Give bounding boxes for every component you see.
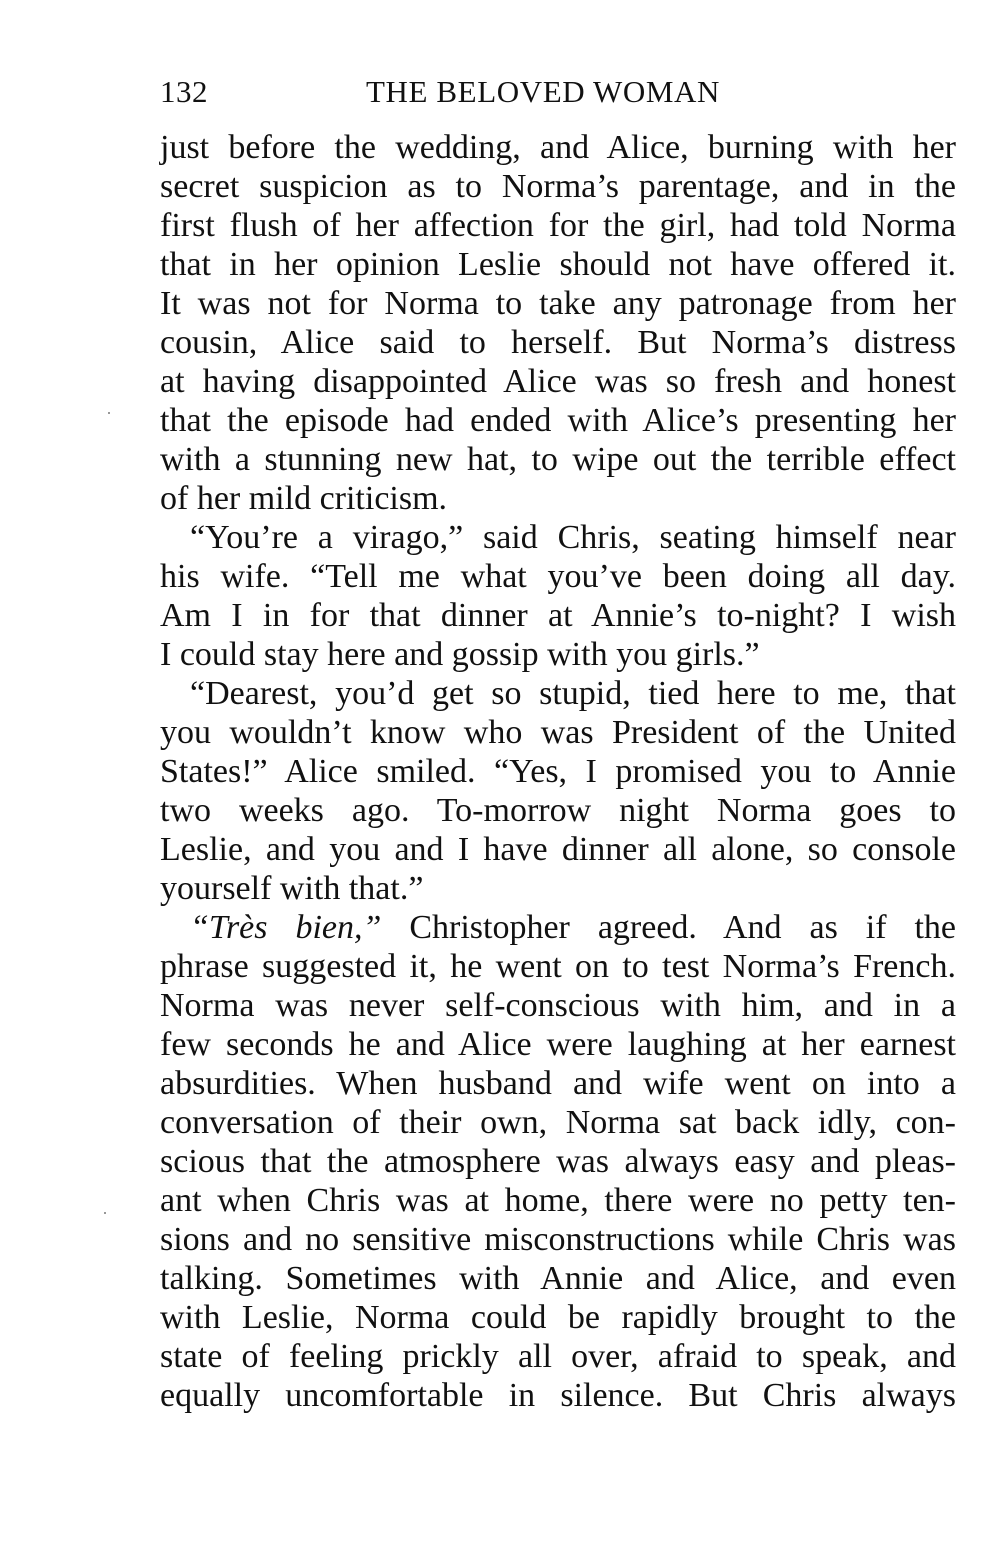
text-line: two weeks ago. To-morrow night Norma goes to	[160, 792, 956, 829]
body-text	[160, 128, 956, 1415]
text-line: I could stay here and gossip with you girls.”	[160, 636, 760, 673]
text-line: you wouldn’t know who was President of the United	[160, 714, 956, 751]
text-line	[160, 908, 956, 947]
text-line: scious that the atmosphere was always easy and pleas-	[160, 1143, 956, 1180]
text-line: few seconds he and Alice were laughing at her earnest	[160, 1026, 956, 1063]
text-line: ant when Chris was at home, there were no petty ten-	[160, 1182, 956, 1219]
text-line: “You’re a virago,” said Chris, seating himself near	[190, 519, 956, 556]
text-line: with Leslie, Norma could be rapidly brought to the	[160, 1299, 956, 1336]
text-line: of her mild criticism.	[160, 480, 448, 517]
text-line: It was not for Norma to take any patronage from her	[160, 285, 956, 322]
margin-mark	[104, 1212, 106, 1214]
text-line: Am I in for that dinner at Annie’s to-night? I wish	[160, 597, 956, 634]
running-head	[160, 72, 956, 116]
text-line: with a stunning new hat, to wipe out the terrible effect	[160, 441, 956, 478]
text-line: his wife. “Tell me what you’ve been doing all day.	[160, 558, 956, 595]
text-line: first flush of her affection for the girl, had told Norma	[160, 207, 956, 244]
text-line: that in her opinion Leslie should not have offered it.	[160, 246, 956, 283]
text-line: that the episode had ended with Alice’s presenting her	[160, 402, 956, 439]
text-line: secret suspicion as to Norma’s parentage, and in the	[160, 168, 956, 205]
text-line: equally uncomfortable in silence. But Chris always	[160, 1377, 956, 1414]
text-line: conversation of their own, Norma sat back idly, con-	[160, 1104, 956, 1141]
margin-mark	[108, 412, 110, 414]
italic-phrase: “Très bien,”	[190, 909, 382, 946]
text-line: at having disappointed Alice was so fresh and honest	[160, 363, 956, 400]
page-number: 132	[160, 74, 208, 109]
text-line: state of feeling prickly all over, afraid to speak, and	[160, 1338, 956, 1375]
text-line: States!” Alice smiled. “Yes, I promised you to Annie	[160, 753, 956, 790]
text-line: Leslie, and you and I have dinner all alone, so console	[160, 831, 956, 868]
text-line: absurdities. When husband and wife went on into a	[160, 1065, 956, 1102]
text-line: Norma was never self-conscious with him, and in a	[160, 987, 956, 1024]
text-line: yourself with that.”	[160, 870, 424, 907]
text-line: talking. Sometimes with Annie and Alice, and even	[160, 1260, 956, 1297]
book-title: THE BELOVED WOMAN	[366, 74, 721, 109]
text-line: just before the wedding, and Alice, burning with her	[160, 129, 956, 166]
text-line: cousin, Alice said to herself. But Norma’s distress	[160, 324, 956, 361]
text-line: “Dearest, you’d get so stupid, tied here to me, that	[190, 675, 956, 712]
text-line-rest: Christopher agreed. And as if the	[409, 909, 957, 946]
text-line: phrase suggested it, he went on to test Norma’s French.	[160, 948, 956, 985]
text-line: sions and no sensitive misconstructions while Chris was	[160, 1221, 956, 1258]
